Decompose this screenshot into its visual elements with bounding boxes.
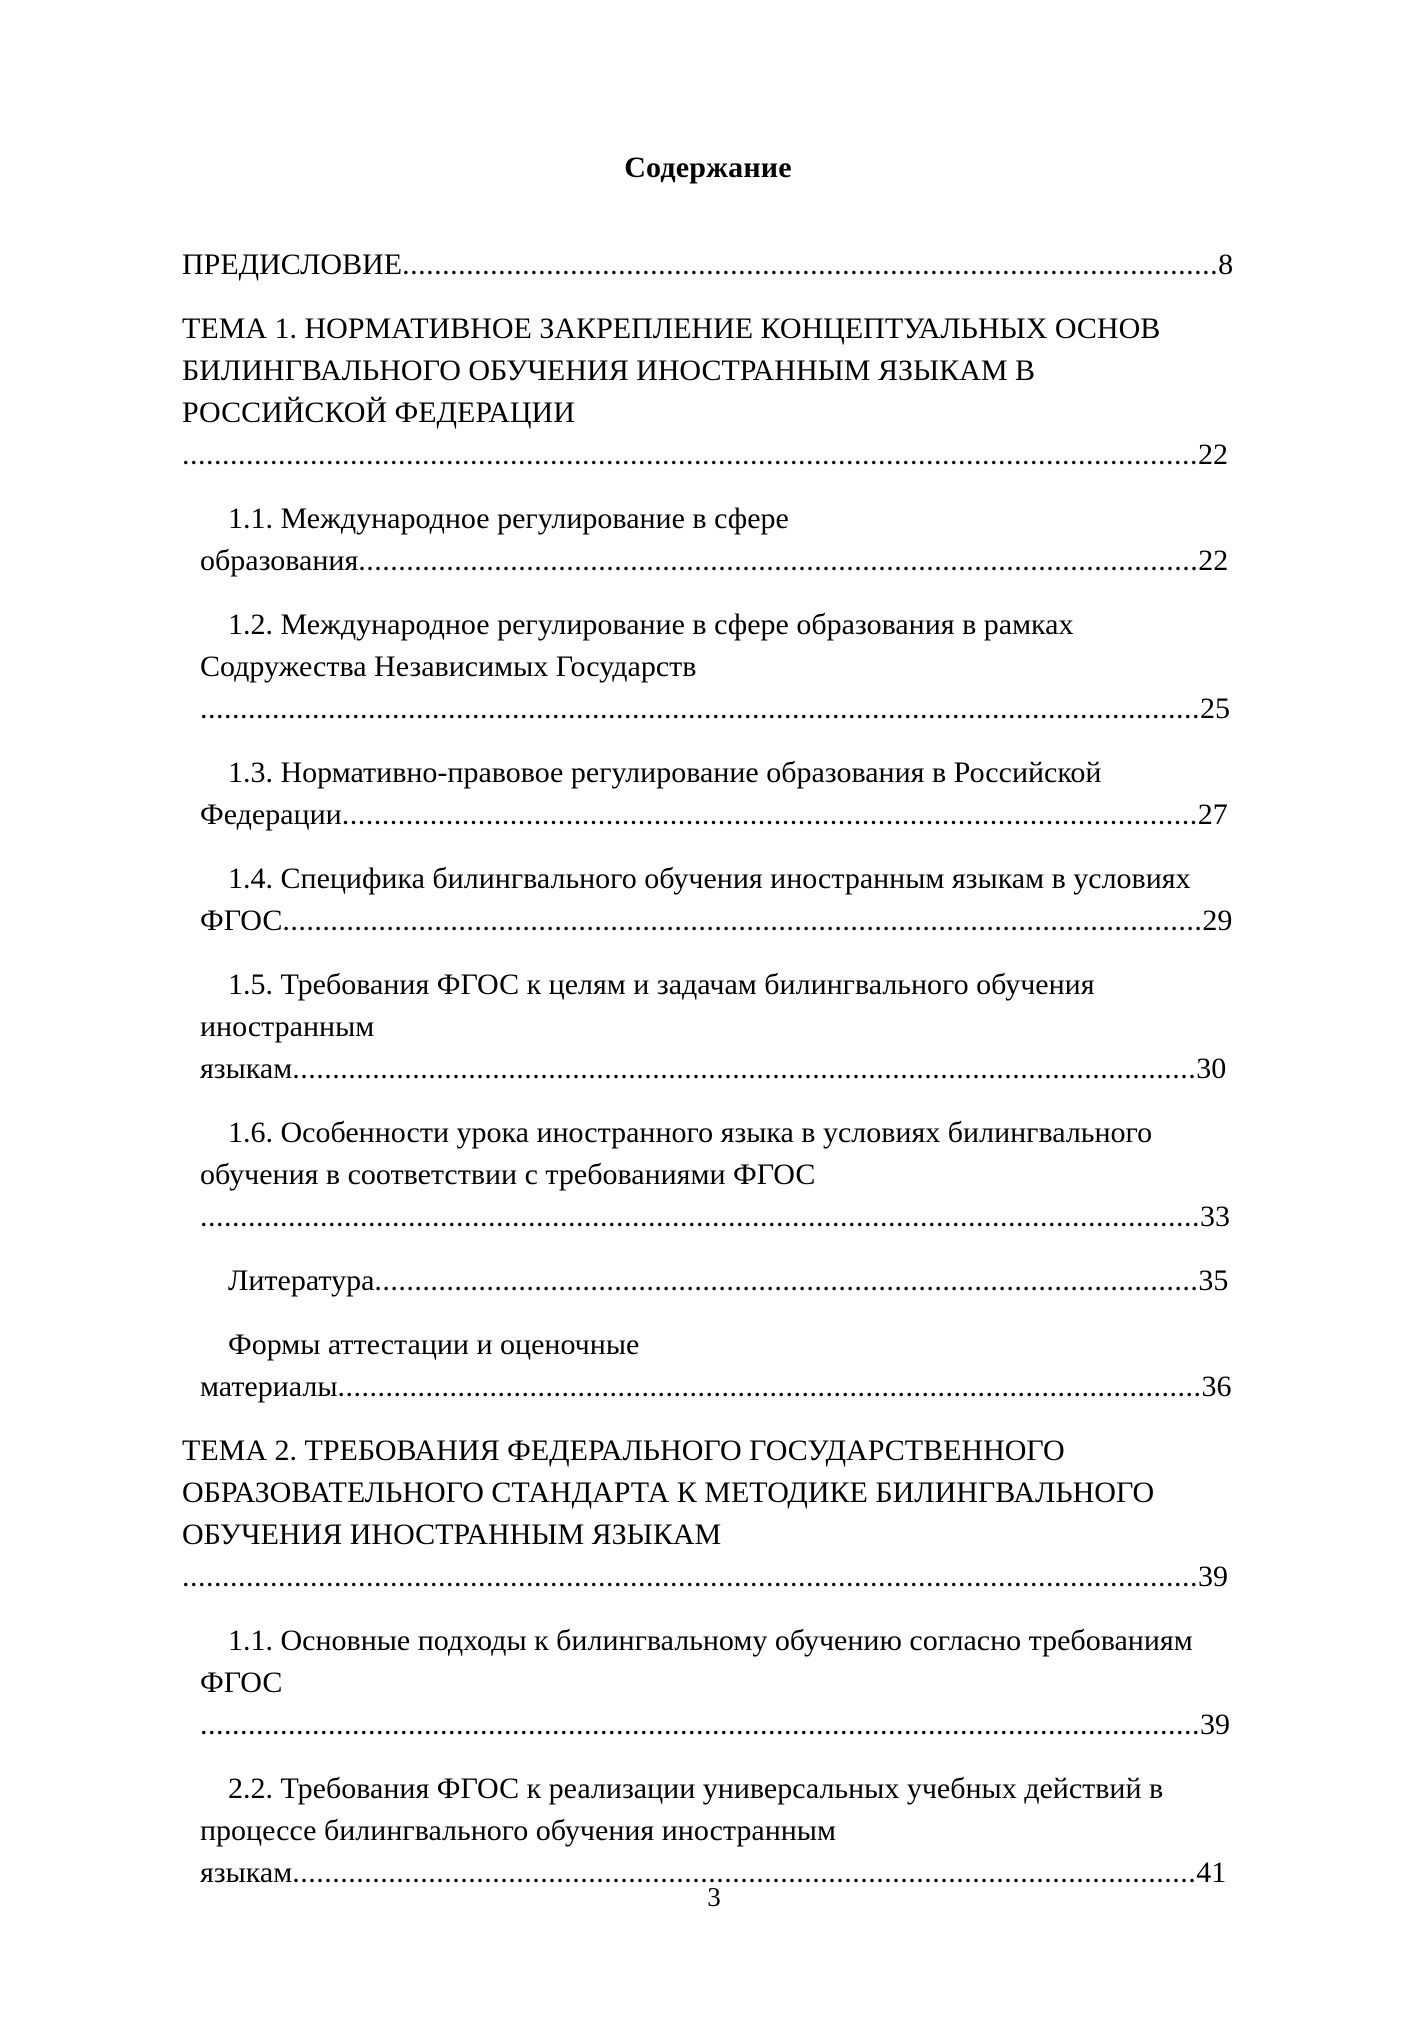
toc-entry[interactable] [182, 308, 1234, 476]
toc-leader-dots: ................................................................................................................. [292, 1856, 1197, 1889]
toc-entry-label: 1.1. Основные подходы к билингвальному обучению согласно требованиям ФГОС [200, 1624, 1193, 1699]
toc-entry-label: 1.5. Требования ФГОС к целям и задачам билингвального обучения иностранным языкам [200, 968, 1095, 1085]
toc-entry[interactable] [182, 1768, 1234, 1894]
toc-page-number: 39 [1200, 1708, 1230, 1741]
toc-leader-dots: ......................................................................................................... [358, 544, 1199, 577]
toc-leader-dots: ............................................................................................................................... [182, 1560, 1198, 1593]
toc-leader-dots: ............................................................................................................................. [200, 692, 1200, 725]
toc-page-number: 22 [1198, 544, 1229, 577]
toc-leader-dots: ....................................................................................................... [374, 1264, 1199, 1297]
toc-entry-label: Формы аттестации и оценочные материалы [200, 1328, 640, 1403]
toc-entry[interactable] [182, 964, 1234, 1090]
toc-page-number: 41 [1196, 1856, 1227, 1889]
toc-page-number: 25 [1200, 692, 1230, 725]
toc-leader-dots: ...................................................................................................... [402, 248, 1219, 281]
toc-entry-label: ТЕМА 1. НОРМАТИВНОЕ ЗАКРЕПЛЕНИЕ КОНЦЕПТУАЛЬНЫХ ОСНОВ БИЛИНГВАЛЬНОГО ОБУЧЕНИЯ ИНОСТРАННЫМ ЯЗЫКАМ В РОССИЙСКОЙ ФЕДЕРАЦИИ [182, 312, 1161, 429]
toc-entry-label: 1.6. Особенности урока иностранного языка в условиях билингвального обучения в соответствии с требованиями ФГОС [200, 1116, 1153, 1191]
toc-page-number: 39 [1198, 1560, 1228, 1593]
toc-page-number: 29 [1202, 904, 1233, 937]
toc-entry-label: ПРЕДИСЛОВИЕ [182, 248, 403, 281]
toc-content [182, 150, 1234, 1916]
toc-entry-label: 2.2. Требования ФГОС к реализации универсальных учебных действий в процессе билингвального обучения иностранным языкам [200, 1772, 1164, 1889]
toc-entry[interactable] [182, 498, 1234, 582]
table-of-contents-list [182, 244, 1234, 1894]
toc-entry-label: 1.2. Международное регулирование в сфере образования в рамках Содружества Независимых Государств [200, 608, 1074, 683]
toc-entry[interactable] [182, 858, 1234, 942]
toc-leader-dots: ............................................................................................................................... [182, 438, 1198, 471]
toc-entry[interactable] [182, 752, 1234, 836]
toc-page-number: 27 [1197, 798, 1228, 831]
toc-leader-dots: ............................................................................................................................. [200, 1200, 1200, 1233]
toc-entry[interactable] [182, 1260, 1234, 1302]
toc-entry[interactable] [182, 1620, 1234, 1746]
toc-leader-dots: ................................................................................................................. [292, 1052, 1197, 1085]
toc-leader-dots: ............................................................................................................ [337, 1370, 1202, 1403]
toc-leader-dots: ................................................................................................................... [282, 904, 1203, 937]
page-title: Содержание [624, 151, 792, 184]
toc-entry[interactable] [182, 1430, 1234, 1598]
toc-leader-dots: ............................................................................................................................. [200, 1708, 1200, 1741]
toc-page-number: 33 [1200, 1200, 1230, 1233]
toc-entry[interactable] [182, 604, 1234, 730]
toc-page-number: 22 [1198, 438, 1228, 471]
toc-page-number: 36 [1201, 1370, 1232, 1403]
toc-entry[interactable] [182, 1112, 1234, 1238]
toc-entry-label: 1.1. Международное регулирование в сфере образования [200, 502, 789, 577]
page-folio-number: 3 [707, 1882, 721, 1912]
toc-page-number: 8 [1218, 248, 1234, 281]
toc-entry-label: Литература [228, 1264, 375, 1297]
toc-entry[interactable] [182, 244, 1234, 286]
toc-page-number: 30 [1196, 1052, 1227, 1085]
toc-entry-label: ТЕМА 2. ТРЕБОВАНИЯ ФЕДЕРАЛЬНОГО ГОСУДАРСТВЕННОГО ОБРАЗОВАТЕЛЬНОГО СТАНДАРТА К МЕТОДИКЕ БИЛИНГВАЛЬНОГО ОБУЧЕНИЯ ИНОСТРАННЫМ ЯЗЫКАМ [182, 1434, 1155, 1551]
toc-entry[interactable] [182, 1324, 1234, 1408]
toc-page-number: 35 [1198, 1264, 1229, 1297]
toc-entry-label: 1.4. Специфика билингвального обучения иностранным языкам в условиях ФГОС [200, 862, 1191, 937]
toc-entry-label: 1.3. Нормативно-правовое регулирование образования в Российской Федерации [200, 756, 1102, 831]
toc-leader-dots: ........................................................................................................... [341, 798, 1198, 831]
